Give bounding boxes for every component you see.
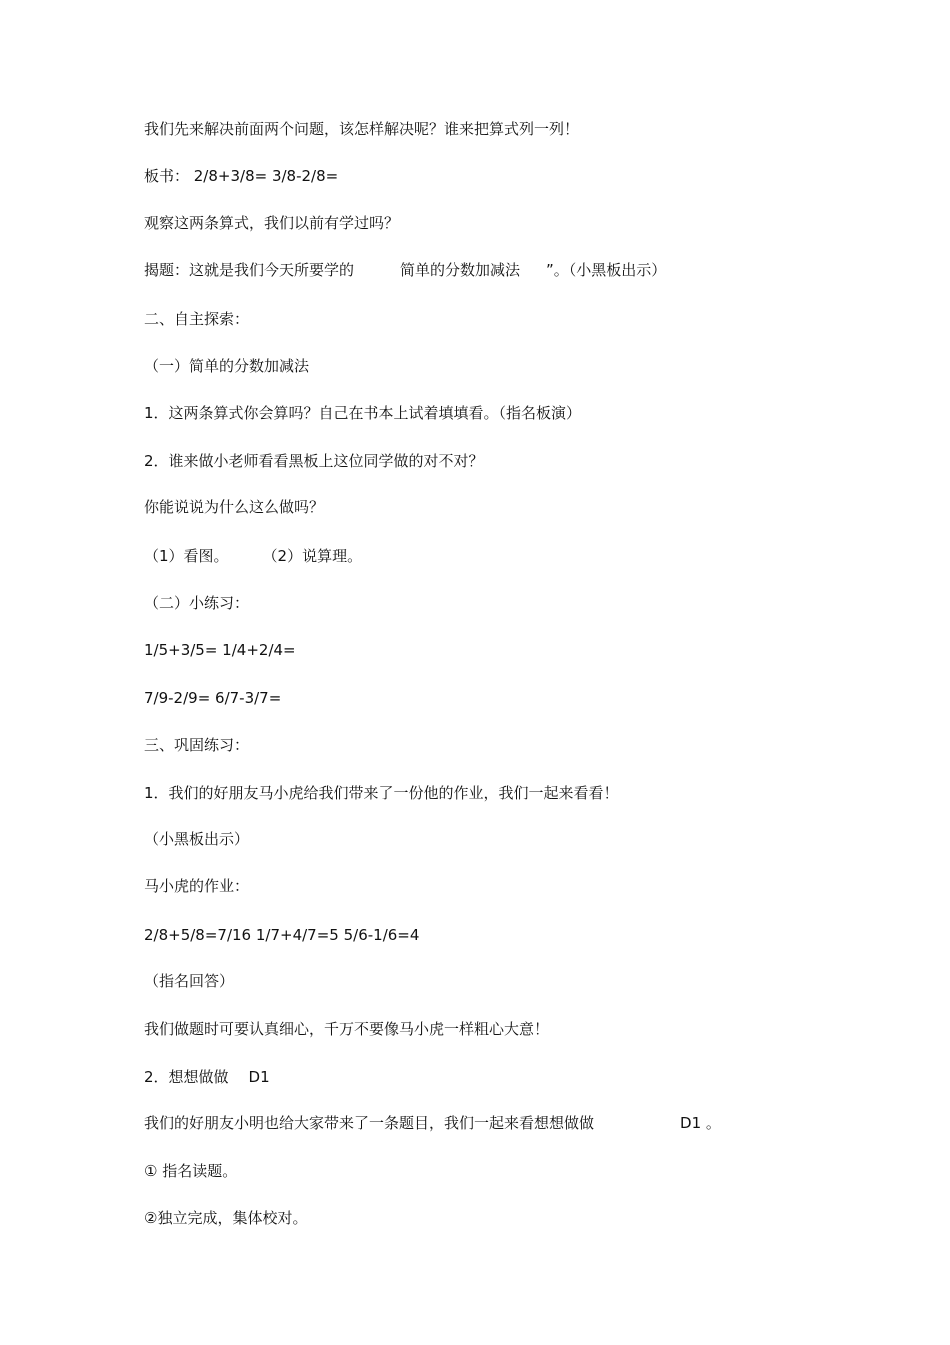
paragraph-intro: 我们先来解决前面两个问题，该怎样解决呢？谁来把算式列一列！ [144,120,580,138]
topic-title: 简单的分数加减法 [400,261,521,279]
list-item-3: 1．我们的好朋友马小虎给我们带来了一份他的作业，我们一起来看看！ [144,784,619,802]
paragraph-answer: （指名回答） [144,972,235,990]
think-and-do-code: D1 [248,1068,270,1086]
paragraph-observe: 观察这两条算式，我们以前有学过吗？ [144,214,400,232]
paragraph-explain: 你能说说为什么这么做吗？ [144,498,325,516]
step-1: ① 指名读题。 [144,1162,238,1180]
list-item-1: 1．这两条算式你会算吗？自己在书本上试着填填看。（指名板演） [144,404,582,422]
reveal-topic-tail: ”。（小黑板出示） [546,261,667,279]
subsection-heading-1: （一）简单的分数加减法 [144,357,310,375]
exercise-line-2: 7/9-2/9= 6/7-3/7= [144,689,282,707]
paragraph-methods [144,546,362,566]
think-and-do-label: 2．想想做做 [144,1068,229,1086]
paragraph-homework-label: 马小虎的作业： [144,877,250,895]
paragraph-board-writing: 板书： 2/8+3/8= 3/8-2/8= [144,167,339,185]
step-2: ②独立完成，集体校对。 [144,1209,308,1227]
xiaoming-text: 我们的好朋友小明也给大家带来了一条题目，我们一起来看想想做做 [144,1114,595,1132]
section-heading-3: 三、巩固练习： [144,736,250,754]
paragraph-careful: 我们做题时可要认真细心，千万不要像马小虎一样粗心大意！ [144,1020,550,1038]
paragraph-reveal-topic [144,260,666,280]
method-reason: （2）说算理。 [262,547,363,565]
method-look: （1）看图。 [144,547,229,565]
paragraph-small-board: （小黑板出示） [144,830,250,848]
list-item-4 [144,1067,270,1087]
paragraph-xiaoming [144,1113,721,1133]
subsection-heading-2: （二）小练习： [144,594,250,612]
list-item-2: 2．谁来做小老师看看黑板上这位同学做的对不对？ [144,452,484,470]
xiaoming-code: D1 。 [680,1114,721,1132]
homework-equations: 2/8+5/8=7/16 1/7+4/7=5 5/6-1/6=4 [144,926,420,944]
exercise-line-1: 1/5+3/5= 1/4+2/4= [144,641,296,659]
section-heading-2: 二、自主探索： [144,310,250,328]
reveal-topic-text: 揭题：这就是我们今天所要学的 [144,261,355,279]
